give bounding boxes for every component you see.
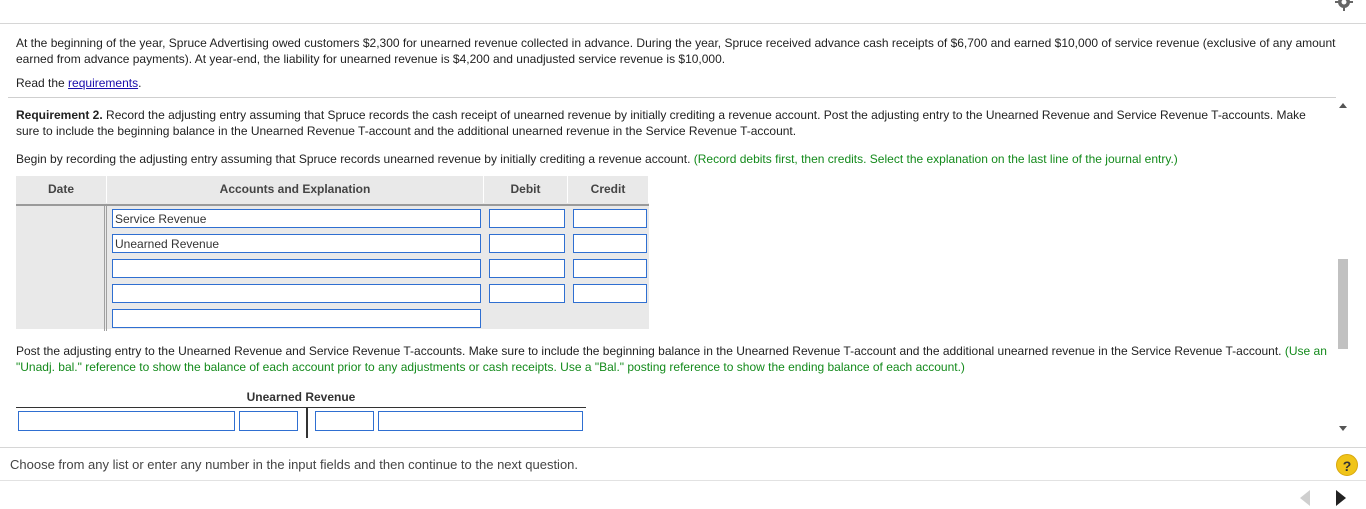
t-account-divider [306, 407, 308, 438]
requirement-label: Requirement 2. [16, 108, 103, 122]
header-accounts: Accounts and Explanation [107, 176, 484, 203]
account-input-4[interactable] [112, 284, 481, 303]
post-text: Post the adjusting entry to the Unearned Revenue and Service Revenue T-accounts. Make sure to include the beginning balance in the Unearned Revenue T-account and the additional unearned revenue in the Service Revenue T-account. [16, 344, 1285, 358]
footer [0, 447, 1366, 509]
footer-instruction: Choose from any list or enter any number in the input fields and then continue to the next question. [10, 457, 579, 472]
read-prefix: Read the [16, 76, 69, 90]
t-account-title: Unearned Revenue [246, 390, 356, 404]
requirement-text [16, 107, 1316, 139]
explanation-input[interactable] [112, 309, 481, 328]
requirements-link[interactable]: requirements [68, 76, 139, 90]
credit-input-4[interactable] [573, 284, 647, 303]
post-hint: (Use an "Unadj. bal." reference to show the balance of each account prior to any adjustments or cash receipts. Use a "Bal." posting reference to show the ending balance of each account.) [16, 344, 1327, 374]
t-left-ref-input[interactable] [18, 411, 235, 431]
t-account-top-line [16, 407, 586, 408]
debit-input-4[interactable] [489, 284, 565, 303]
read-requirements [16, 75, 141, 91]
question-panel [8, 99, 1358, 437]
gear-icon[interactable] [1334, 0, 1354, 12]
begin-text: Begin by recording the adjusting entry assuming that Spruce records unearned revenue by initially crediting a revenue account. [16, 152, 694, 166]
header-debit: Debit [484, 176, 568, 203]
scroll-up-icon[interactable] [1339, 103, 1347, 108]
question-icon[interactable]: ? [1336, 454, 1358, 476]
account-input-2[interactable] [112, 234, 481, 253]
debit-input-1[interactable] [489, 209, 565, 228]
scroll-thumb[interactable] [1338, 259, 1348, 349]
credit-input-1[interactable] [573, 209, 647, 228]
credit-input-2[interactable] [573, 234, 647, 253]
date-column [16, 206, 107, 331]
credit-input-3[interactable] [573, 259, 647, 278]
begin-instruction [16, 151, 1316, 167]
header-credit: Credit [568, 176, 649, 203]
scroll-down-icon[interactable] [1339, 426, 1347, 431]
t-right-amount-input[interactable] [315, 411, 374, 431]
top-bar [0, 0, 1366, 24]
journal-table [16, 176, 649, 329]
read-suffix: . [138, 76, 142, 90]
vertical-scrollbar[interactable] [1336, 99, 1350, 437]
debit-input-3[interactable] [489, 259, 565, 278]
post-instruction [16, 343, 1336, 375]
account-input-1[interactable] [112, 209, 481, 228]
requirement-body: Record the adjusting entry assuming that Spruce records the cash receipt of unearned revenue by initially crediting a revenue account. Post the adjusting entry to the Unearned Revenue and Service Revenue T-accounts. Make sure to include the beginning balance in the Unearned Revenue T-account and the additional unearned revenue in the Service Revenue T-account. [16, 108, 1306, 138]
nav-divider [0, 480, 1366, 481]
arrow-right-icon[interactable] [1336, 490, 1346, 506]
section-divider [8, 97, 1336, 98]
journal-body [16, 204, 649, 329]
t-left-amount-input[interactable] [239, 411, 298, 431]
t-account-unearned-revenue [16, 388, 586, 406]
account-input-3[interactable] [112, 259, 481, 278]
t-right-ref-input[interactable] [378, 411, 583, 431]
problem-statement: At the beginning of the year, Spruce Advertising owed customers $2,300 for unearned revenue collected in advance. During the year, Spruce received advance cash receipts of $6,700 and earned $10,000 of service revenue (exclusive of any amount earned from advance payments). At year-end, the liability for unearned revenue is $4,200 and unadjusted service revenue is $10,000. [16, 36, 1336, 66]
header-date: Date [16, 176, 107, 203]
begin-hint: (Record debits first, then credits. Select the explanation on the last line of the journal entry.) [693, 152, 1178, 166]
debit-input-2[interactable] [489, 234, 565, 253]
arrow-left-icon[interactable] [1300, 490, 1310, 506]
